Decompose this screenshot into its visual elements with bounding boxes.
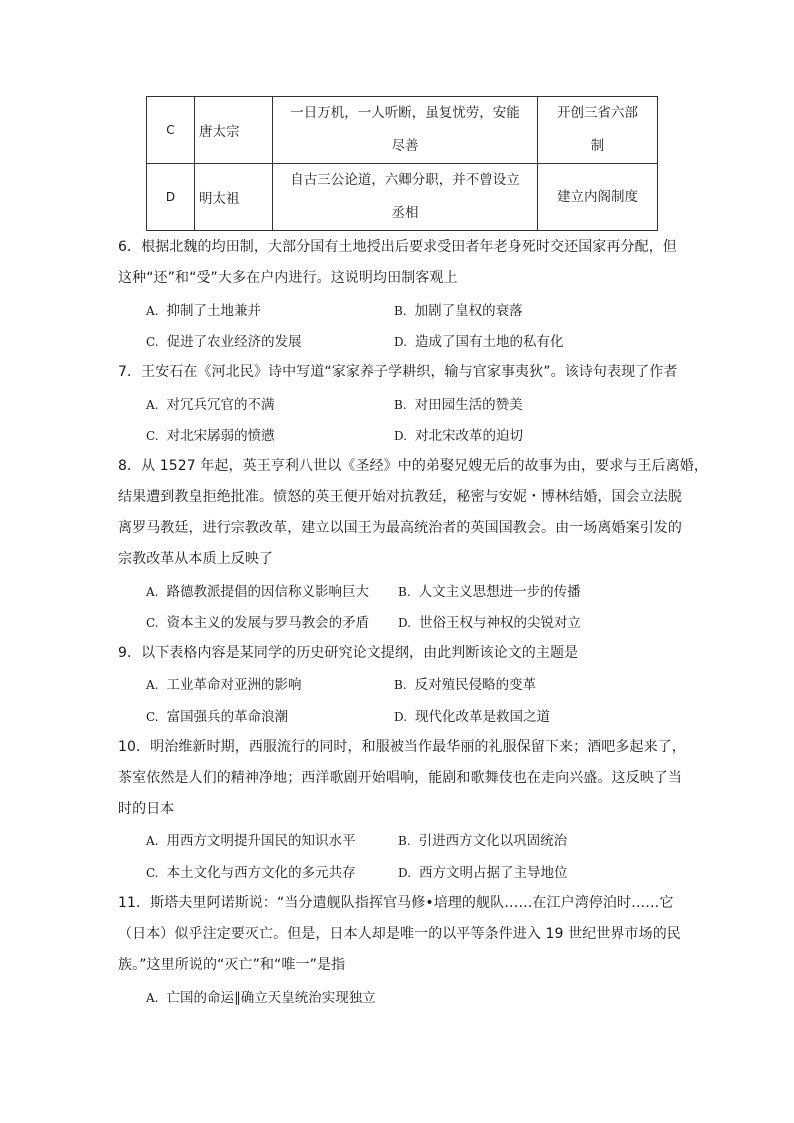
emperor-name: 唐太宗 — [195, 97, 273, 164]
quote-cell: 一日万机，一人听断，虽复忧劳，安能 尽善 — [273, 97, 538, 164]
option-b[interactable]: B. 加剧了皇权的衰落 — [394, 303, 523, 319]
question-10-text: 10．明治维新时期，西服流行的同时，和服被当作最华丽的礼服保留下来；酒吧多起来了， — [118, 739, 686, 755]
option-a[interactable]: A. 用西方文明提升国民的知识水平 — [146, 833, 356, 849]
option-c[interactable]: C. 富国强兵的革命浪潮 — [146, 709, 289, 725]
question-8-text: 结果遭到教皇拒绝批准。愤怒的英王便开始对抗教廷，秘密与安妮・博林结婚，国会立法脱 — [118, 489, 682, 505]
option-c[interactable]: C. 本土文化与西方文化的多元共存 — [146, 865, 356, 881]
quote-cell: 自古三公论道，六卿分职，并不曾设立 丞相 — [273, 164, 538, 231]
option-d[interactable]: D. 对北宋改革的迫切 — [394, 428, 524, 444]
answer-options-table — [146, 96, 658, 231]
option-c[interactable]: C. 对北宋孱弱的愤懑 — [146, 428, 275, 444]
option-b[interactable]: B. 引进西方文化以巩固统治 — [398, 833, 568, 849]
option-letter: D — [147, 164, 195, 231]
question-9-text: 9．以下表格内容是某同学的历史研究论文提纲，由此判断该论文的主题是 — [118, 645, 579, 661]
option-a[interactable]: A. 工业革命对亚洲的影响 — [146, 677, 302, 693]
emperor-name: 明太祖 — [195, 164, 273, 231]
question-7-text: 7．王安石在《河北民》诗中写道“家家养子学耕织，输与官家事夷狄”。该诗句表现了作者 — [118, 364, 678, 380]
question-11-text: 11．斯塔夫里阿诺斯说：“当分遣舰队指挥官马修•培理的舰队……在江户湾停泊时……它 — [118, 895, 674, 911]
question-11-text: （日本）似乎注定要灭亡。但是，日本人却是唯一的以平等条件进入 19 世纪世界市场的民 — [118, 926, 681, 942]
option-d[interactable]: D. 造成了国有土地的私有化 — [394, 334, 564, 350]
option-b[interactable]: B. 反对殖民侵略的变革 — [394, 677, 537, 693]
question-10-text: 时的日本 — [118, 801, 175, 817]
measure-cell: 开创三省六部 制 — [538, 97, 658, 164]
question-10-text: 茶室依然是人们的精神净地；西洋歌剧开始唱响，能剧和歌舞伎也在走向兴盛。这反映了当 — [118, 770, 682, 786]
option-a[interactable]: A. 亡国的命运∥确立天皇统治实现独立 — [146, 990, 376, 1006]
option-c[interactable]: C. 资本主义的发展与罗马教会的矛盾 — [146, 615, 370, 631]
question-8-text: 宗教改革从本质上反映了 — [118, 551, 274, 567]
option-b[interactable]: B. 人文主义思想进一步的传播 — [398, 584, 581, 600]
measure-cell: 建立内阁制度 — [538, 164, 658, 231]
option-a[interactable]: A. 路德教派提倡的因信称义影响巨大 — [146, 584, 369, 600]
question-6-text: 这种“还”和“受”大多在户内进行。这说明均田制客观上 — [118, 270, 458, 286]
question-8-text: 8．从 1527 年起，英王亨利八世以《圣经》中的弟娶兄嫂无后的故事为由，要求与王后离婚， — [118, 458, 708, 474]
table-row — [147, 164, 658, 231]
option-d[interactable]: D. 世俗王权与神权的尖锐对立 — [398, 615, 582, 631]
option-a[interactable]: A. 对冗兵冗官的不满 — [146, 397, 275, 413]
option-letter: C — [147, 97, 195, 164]
option-b[interactable]: B. 对田园生活的赞美 — [394, 397, 523, 413]
table-row — [147, 97, 658, 164]
option-a[interactable]: A. 抑制了土地兼并 — [146, 303, 261, 319]
option-d[interactable]: D. 西方文明占据了主导地位 — [398, 865, 568, 881]
question-8-text: 离罗马教廷，进行宗教改革，建立以国王为最高统治者的英国国教会。由一场离婚案引发的 — [118, 520, 682, 536]
question-6-text: 6．根据北魏的均田制，大部分国有土地授出后要求受田者年老身死时交还国家再分配，但 — [118, 239, 677, 255]
option-d[interactable]: D. 现代化改革是救国之道 — [394, 709, 551, 725]
option-c[interactable]: C. 促进了农业经济的发展 — [146, 334, 302, 350]
question-11-text: 族。”这里所说的“灭亡”和“唯一”是指 — [118, 957, 346, 973]
